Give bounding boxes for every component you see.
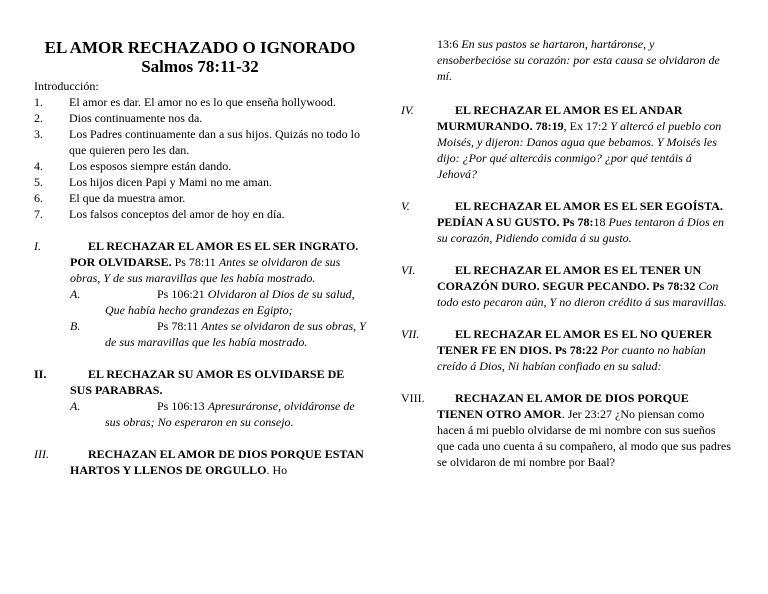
scripture-reference: . Jer 23:27 ¿No piensan como hacen á mi pueblo olvidarse de mi nombre con sus sueños que cada uno cuenta á su compañero, al modo que sus padres se olvidaron de mi nombre por Baal? — [437, 407, 731, 469]
section-heading — [437, 390, 731, 470]
scripture-reference: 78:22 — [569, 343, 598, 357]
section-heading-text: RECHAZAN EL AMOR DE DIOS PORQUE TIENEN OTRO AMOR — [437, 391, 689, 421]
list-number: 6. — [34, 191, 43, 205]
right-column — [401, 0, 731, 470]
section-1 — [34, 238, 366, 350]
section-heading — [437, 262, 731, 310]
list-text: El amor es dar. El amor no es lo que enseña hollywood. — [69, 95, 336, 109]
section-number: V. — [401, 199, 410, 213]
list-text: El que da muestra amor. — [69, 191, 186, 205]
subpoint-a — [70, 286, 366, 318]
scripture-reference: 78:32 — [667, 279, 696, 293]
section-heading — [437, 198, 731, 246]
subpoint-a — [70, 398, 366, 430]
section-number: VII. — [401, 327, 420, 341]
scripture-verse: Pues tentaron á Dios en su corazón, Pidiendo comida á su gusto. — [437, 215, 725, 245]
list-item — [34, 110, 366, 126]
scripture-verse: Apresuráronse, olvidáronse de sus obras; No esperaron en su consejo. — [105, 399, 355, 429]
list-item — [34, 174, 366, 190]
list-text: Los Padres continuamente dan a sus hijos. Quizás no todo lo que quieren pero les dan. — [69, 127, 360, 157]
scripture-reference: Ps 78:11 — [171, 255, 219, 269]
section-number: IV. — [401, 103, 414, 117]
section-3 — [34, 446, 366, 478]
section-heading — [70, 446, 366, 478]
list-number: 1. — [34, 95, 43, 109]
section-heading-text: EL RECHAZAR EL AMOR ES EL NO QUERER TENER FE EN DIOS. Ps — [437, 327, 713, 357]
section-3-continuation — [437, 36, 731, 84]
section-heading-text: EL RECHAZAR EL AMOR ES EL SER INGRATO. POR OLVIDARSE. — [70, 239, 359, 269]
scripture-reference: . Ho — [266, 463, 288, 477]
section-heading-text: EL RECHAZAR EL AMOR ES EL TENER UN CORAZÓN DURO. SEGUR PECANDO. Ps — [437, 263, 702, 293]
section-heading-text: EL RECHAZAR EL AMOR ES EL ANDAR MURMURANDO. 78:19 — [437, 103, 683, 133]
list-number: 2. — [34, 111, 43, 125]
section-number: VI. — [401, 263, 416, 277]
list-number: 5. — [34, 175, 43, 189]
scripture-verse: En sus pastos se hartaron, hartáronse, y ensoberbecióse su corazón: por esta causa se olvidaron de mí. — [437, 37, 720, 83]
scripture-reference: Ps 106:13 — [157, 399, 208, 413]
left-column — [34, 0, 366, 478]
scripture-reference: 13:6 — [437, 37, 462, 51]
section-heading — [437, 326, 731, 374]
scripture-reference: Ps 78:11 — [157, 319, 202, 333]
section-number: VIII. — [401, 391, 425, 405]
section-8 — [401, 390, 731, 470]
subpoint-letter: A. — [70, 399, 81, 413]
scripture-reference: 18 — [593, 215, 609, 229]
section-5 — [401, 198, 731, 246]
list-item — [34, 158, 366, 174]
scripture-verse: Olvidaron al Dios de su salud, Que había hecho grandezas en Egipto; — [105, 287, 355, 317]
list-text: Los esposos siempre están dando. — [69, 159, 232, 173]
section-number: II. — [34, 367, 47, 381]
section-heading — [70, 238, 366, 286]
section-7 — [401, 326, 731, 374]
scripture-verse: Por cuanto no habían creído á Dios, Ni habían confiado en su salud: — [437, 343, 706, 373]
subpoint-letter: A. — [70, 287, 81, 301]
scripture-verse: Antes se olvidaron de sus obras, Y de sus maravillas que les había mostrado. — [70, 255, 341, 285]
section-6 — [401, 262, 731, 310]
scripture-verse: Y altercó el pueblo con Moisés, y dijeron: Danos agua que bebamos. Y Moisés les dijo: ¿Por qué altercáis conmigo? ¿por qué tentáis á Jehová? — [437, 119, 722, 181]
list-number: 4. — [34, 159, 43, 173]
scripture-reference: , Ex 17:2 — [563, 119, 611, 133]
list-text: Los falsos conceptos del amor de hoy en día. — [69, 207, 285, 221]
list-number: 7. — [34, 207, 43, 221]
section-heading-text: RECHAZAN EL AMOR DE DIOS PORQUE ESTAN HARTOS Y LLENOS DE ORGULLO — [70, 447, 364, 477]
section-4 — [401, 102, 731, 182]
subpoint-b — [70, 318, 366, 350]
intro-label: Introducción: — [34, 79, 99, 93]
scripture-verse: Antes se olvidaron de sus obras, Y de sus maravillas que les había mostrado. — [105, 319, 366, 349]
document-subtitle: Salmos 78:11-32 — [141, 57, 259, 76]
list-text: Los hijos dicen Papi y Mami no me aman. — [69, 175, 272, 189]
scripture-verse: Con todo esto pecaron aún, Y no dieron crédito á sus maravillas. — [437, 279, 727, 309]
list-item — [34, 206, 366, 222]
section-2 — [34, 366, 366, 430]
scripture-reference: Ps 106:21 — [157, 287, 208, 301]
section-heading — [437, 102, 731, 182]
section-heading: EL RECHAZAR SU AMOR ES OLVIDARSE DE SUS PARABRAS. — [70, 367, 345, 397]
list-text: Dios continuamente nos da. — [69, 111, 203, 125]
subpoint-letter: B. — [70, 319, 81, 333]
list-item — [34, 190, 366, 206]
list-item — [34, 126, 366, 158]
section-heading-text: EL RECHAZAR EL AMOR ES EL SER EGOÍSTA. PEDÍAN A SU GUSTO. Ps 78: — [437, 199, 723, 229]
list-number: 3. — [34, 127, 43, 141]
section-number: III. — [34, 447, 49, 461]
intro-list — [34, 94, 366, 222]
document-title: EL AMOR RECHAZADO O IGNORADO — [44, 38, 356, 57]
section-number: I. — [34, 239, 41, 253]
list-item — [34, 94, 366, 110]
